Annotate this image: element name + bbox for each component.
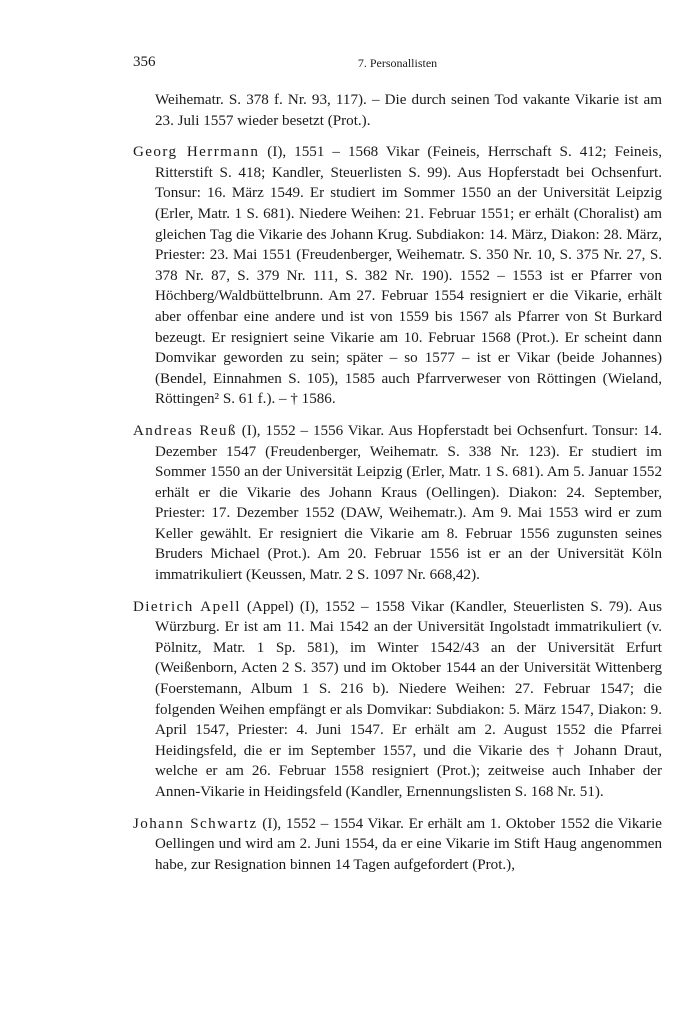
page-header bbox=[133, 54, 662, 74]
page-number: 356 bbox=[133, 54, 156, 70]
entry-text: (I), 1552 – 1556 Vikar. Aus Hopferstadt bei Ochsenfurt. Tonsur: 14. Dezember 1547 (Freudenberger, Weihematr. S. 338 Nr. 123). Er studiert im Sommer 1550 an der Universität Leipzig (Erler, Matr. 1 S. 681). Am 5. Januar 1552 erhält er die Vikarie des Johann Kraus (Oellingen). Diakon: 24. September, Priester: 17. Dezember 1552 (DAW, Weihematr.). Am 9. Mai 1553 wird er zum Keller gewählt. Er resigniert die Vikarie am 8. Februar 1556 zugunsten seines Bruders Michael (Prot.). Am 20. Februar 1556 ist er an der Universität Köln immatrikuliert (Keussen, Matr. 2 S. 1097 Nr. 668,42). bbox=[155, 422, 662, 584]
body-text bbox=[133, 90, 662, 875]
person-name: Johann Schwartz bbox=[133, 815, 258, 832]
person-name: Georg Herrmann bbox=[133, 144, 260, 161]
continued-paragraph bbox=[133, 90, 662, 131]
person-name: Dietrich Apell bbox=[133, 598, 241, 615]
entry-text: (I), 1552 – 1554 Vikar. Er erhält am 1. Oktober 1552 die Vikarie Oellingen und wird am 2. Juni 1554, da er eine Vikarie im Stift Haug angenommen habe, zur Resignation binnen 14 Tagen aufgefordert (Prot.), bbox=[155, 815, 662, 873]
person-entry-schwartz bbox=[133, 814, 662, 876]
person-name: Andreas Reuß bbox=[133, 422, 237, 439]
entry-text: Weihematr. S. 378 f. Nr. 93, 117). – Die durch seinen Tod vakante Vikarie ist am 23. Juli 1557 wieder besetzt (Prot.). bbox=[155, 92, 662, 129]
person-entry-herrmann bbox=[133, 142, 662, 410]
person-entry-apell bbox=[133, 597, 662, 803]
entry-text: (I), 1551 – 1568 Vikar (Feineis, Herrschaft S. 412; Feineis, Ritterstift S. 418; Kandler, Steuerlisten S. 99). Aus Hopferstadt bei Ochsenfurt. Tonsur: 16. März 1549. Er studiert im Sommer 1550 an der Universität Leipzig (Erler, Matr. 1 S. 681). Niedere Weihen: 21. Februar 1551; er erhält (Choralist) am gleichen Tag die Vikarie des Johann Krug. Subdiakon: 14. März, Diakon: 28. März, Priester: 23. Mai 1551 (Freudenberger, Weihematr. S. 350 Nr. 10, S. 375 Nr. 27, S. 378 Nr. 87, S. 379 Nr. 111, S. 382 Nr. 190). 1552 – 1553 ist er Pfarrer von Höchberg/Waldbüttelbrunn. Am 27. Februar 1554 resigniert er die Vikarie, erhält aber offenbar eine andere und ist von 1559 bis 1567 als Pfarrer von St Burkard bezeugt. Er resigniert seine Vikarie am 10. Februar 1568 (Prot.). Er scheint dann Domvikar geworden zu sein; später – so 1577 – ist er Vikar (beide Johannes) (Bendel, Einnahmen S. 105), 1585 auch Pfarrverweser von Röttingen (Wieland, Röttingen² S. 61 f.). – † 1586. bbox=[155, 144, 662, 408]
person-entry-reuss bbox=[133, 421, 662, 586]
running-title: 7. Personallisten bbox=[357, 56, 438, 70]
entry-text: (Appel) (I), 1552 – 1558 Vikar (Kandler, Steuerlisten S. 79). Aus Würzburg. Er ist am 11. Mai 1542 an der Universität Ingolstadt immatrikuliert (v. Pölnitz, Matr. 1 Sp. 581), im Winter 1542/43 an der Universität Erfurt (Weißenborn, Acten 2 S. 357) und im Oktober 1544 an der Universität Wittenberg (Foerstemann, Album 1 S. 216 b). Niedere Weihen: 27. Februar 1547; die folgenden Weihen empfängt er als Domvikar: Subdiakon: 5. März 1547, Diakon: 9. April 1547, Priester: 4. Juni 1547. Er erhält am 2. August 1552 die Pfarrei Heidingsfeld, die er im September 1557, und die Vikarie des † Johann Draut, welche er am 26. Februar 1558 resigniert (Prot.); zeitweise auch Inhaber der Annen-Vikarie in Heidingsfeld (Kandler, Ernennungslisten S. 168 Nr. 51). bbox=[155, 598, 663, 800]
